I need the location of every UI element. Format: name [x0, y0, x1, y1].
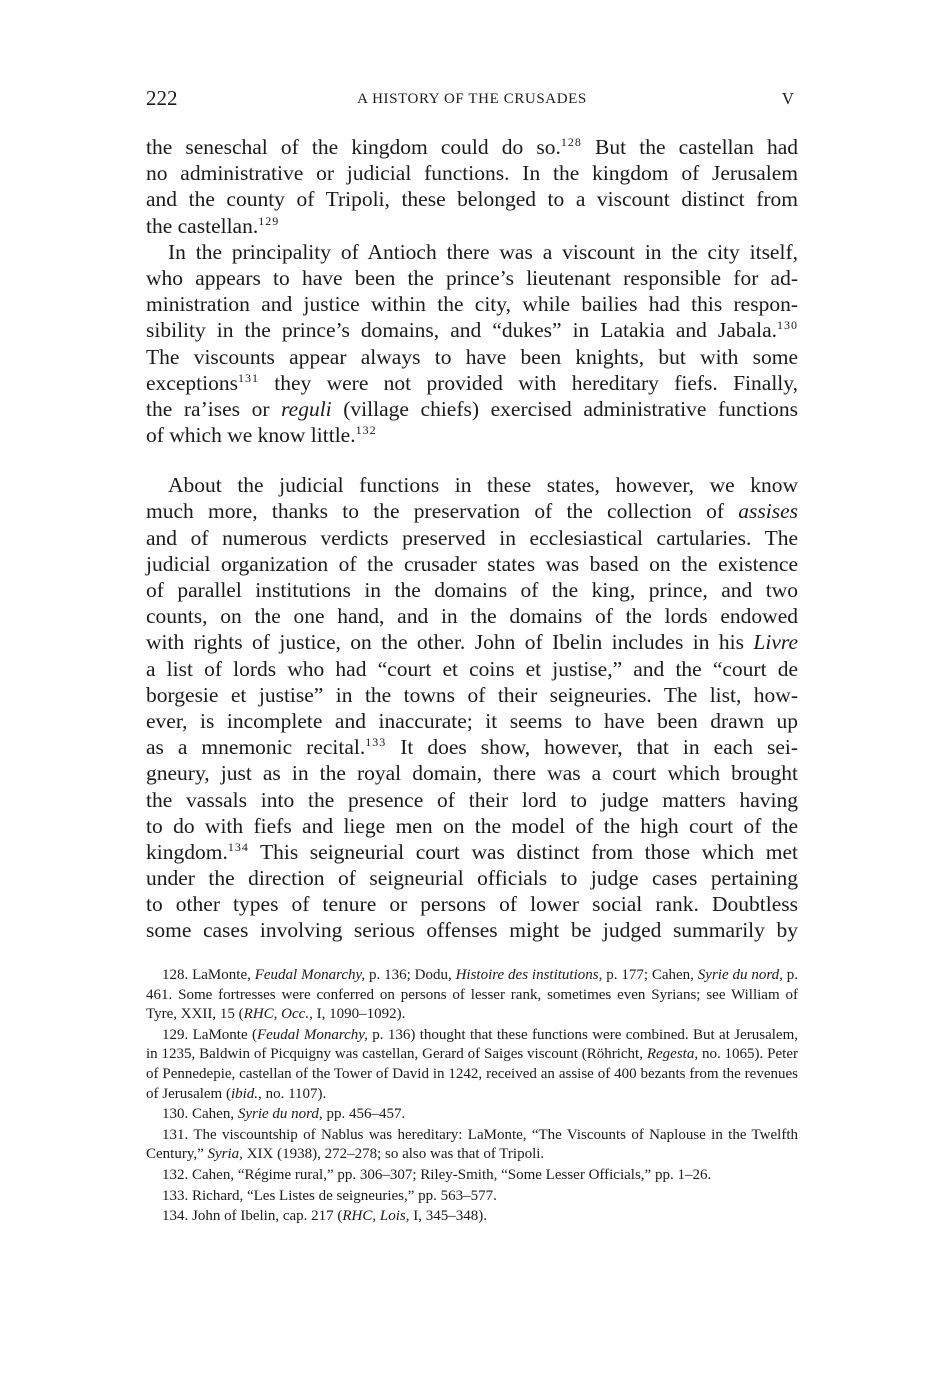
text-line — [146, 813, 798, 839]
text-run: (village chiefs) exercised administrative functions — [331, 396, 798, 421]
text-run: pp. 456–457. — [322, 1106, 406, 1123]
text-run: no. 1107). — [261, 1085, 327, 1102]
text-line — [146, 734, 798, 760]
text-run: In the principality of Antioch there was a viscount in the city itself, — [168, 239, 798, 264]
text-run: the ra’ises or — [146, 396, 282, 421]
italic-text: Feudal Monarchy, — [254, 967, 366, 983]
text-run: they were not provided with hereditary fiefs. Finally, — [258, 370, 798, 395]
italic-text: Livre — [753, 630, 798, 655]
italic-text: Syrie du nord, — [697, 967, 783, 983]
text-run: 128. LaMonte, — [162, 967, 255, 983]
text-line — [146, 370, 798, 396]
body-text — [146, 134, 798, 944]
text-run: 130. Cahen, — [162, 1106, 238, 1123]
text-line — [146, 422, 798, 448]
text-run: judicial organization of the crusader states was based on the existence — [146, 551, 798, 576]
text-run: The viscounts appear always to have been knights, but with some — [146, 344, 798, 369]
text-line — [146, 344, 798, 370]
page-number: 222 — [146, 86, 178, 110]
italic-text: ibid., — [230, 1085, 262, 1102]
text-run: much more, thanks to the preservation of the collection of — [146, 499, 739, 524]
text-run: as a mnemonic recital. — [146, 735, 366, 760]
text-run: no administrative or judicial functions. In the kingdom of Jerusalem — [146, 161, 798, 186]
text-run: and of numerous verdicts preserved in ecclesiastical cartularies. The — [146, 525, 798, 550]
text-run: I, 345–348). — [409, 1208, 487, 1225]
text-line — [146, 682, 798, 708]
text-run: gneury, just as in the royal domain, there was a court which brought — [146, 761, 798, 786]
text-run: p. 177; Cahen, — [602, 967, 698, 983]
text-run: It does show, however, that in each sei- — [386, 735, 798, 760]
running-head — [146, 86, 798, 116]
footnote-ref: 130 — [777, 318, 798, 333]
text-run: p. 461. Some fortresses were conferred on persons of lesser rank, sometimes even Syrians; see William of Tyre, XXII, 15 ( — [146, 967, 799, 1023]
text-run: 131. The viscountship of Nablus was hereditary: LaMonte, “The Viscounts of Naplouse in the Twelfth Century,” — [146, 1126, 798, 1163]
text-line — [146, 134, 798, 160]
text-line — [146, 603, 798, 629]
footnote — [146, 1126, 798, 1165]
italic-text: Syrie du nord, — [237, 1106, 323, 1123]
text-line — [146, 317, 798, 343]
text-run: XIX (1938), 272–278; so also was that of Tripoli. — [242, 1146, 545, 1163]
text-run: no. 1065). Peter of Pennedepie, castellan of the Tower of David in 1242, received an assise of 400 bezants from the revenues of Jerusalem ( — [146, 1046, 798, 1102]
text-line — [146, 629, 798, 655]
text-run: of parallel institutions in the domains of the king, prince, and two — [146, 578, 798, 602]
text-run: sibility in the prince’s domains, and “dukes” in Latakia and Jabala. — [146, 318, 777, 343]
text-run: a list of lords who had “court et coins et justise,” and the “court de — [146, 656, 798, 681]
footnote-ref: 133 — [365, 735, 387, 750]
text-line — [146, 656, 798, 682]
text-line — [146, 525, 798, 551]
text-run: with rights of justice, on the other. John of Ibelin includes in his — [146, 630, 754, 655]
text-line — [146, 865, 798, 891]
footnote-ref: 129 — [258, 213, 280, 228]
text-run: exceptions — [146, 370, 238, 395]
volume-number: V — [781, 89, 794, 108]
italic-text: Regesta, — [646, 1046, 699, 1063]
paragraph-gap — [146, 448, 798, 472]
text-run: under the direction of seigneurial officials to judge cases pertaining — [146, 866, 798, 891]
text-run: of which we know little. — [146, 423, 356, 448]
text-line — [146, 498, 798, 524]
footnote-indent — [146, 1208, 162, 1224]
text-line — [146, 396, 798, 422]
text-line — [146, 760, 798, 786]
text-run: and the county of Tripoli, these belonged to a viscount distinct from — [146, 187, 798, 212]
text-line — [146, 917, 798, 943]
footnotes — [146, 966, 798, 1228]
text-run: p. 136) thought that these functions were combined. But at Jerusalem, in 1235, Baldwin of Picquigny was castellan, Gerard of Saiges viscount (Röhricht, — [146, 1026, 798, 1063]
text-line — [146, 213, 798, 239]
text-run: the vassals into the presence of their lord to judge matters having — [146, 787, 798, 812]
text-line — [146, 186, 798, 212]
text-run: counts, on the one hand, and in the domains of the lords endowed — [146, 604, 798, 629]
text-run: the castellan. — [146, 213, 259, 238]
footnote-indent — [146, 967, 162, 983]
text-line — [146, 239, 798, 265]
text-line — [146, 160, 798, 186]
text-run: But the castellan had — [581, 135, 798, 159]
text-run: This seigneurial court was distinct from those which met — [248, 839, 798, 864]
text-run: to other types of tenure or persons of lower social rank. Doubtless — [146, 892, 798, 917]
text-run: ministration and justice within the city, while bailies had this respon- — [146, 292, 798, 317]
footnote-indent — [146, 1188, 162, 1204]
footnote-ref: 131 — [237, 370, 259, 385]
footnote — [146, 966, 798, 1025]
text-run: 133. Richard, “Les Listes de seigneuries,” pp. 563–577. — [162, 1187, 497, 1204]
footnote — [146, 1207, 798, 1227]
footnote-indent — [146, 1027, 162, 1043]
italic-text: Feudal Monarchy, — [256, 1026, 368, 1043]
text-run: ever, is incomplete and inaccurate; it seems to have been drawn up — [146, 708, 798, 733]
italic-text: Histoire des institutions, — [455, 967, 603, 983]
italic-text: Syria, — [207, 1146, 243, 1163]
text-line — [146, 787, 798, 813]
text-run: some cases involving serious offenses might be judged summarily by — [146, 918, 798, 943]
text-run: p. 136; Dodu, — [365, 967, 456, 983]
italic-text: RHC, Occ., — [243, 1006, 313, 1023]
text-run: 129. LaMonte ( — [162, 1026, 257, 1043]
footnote — [146, 1105, 798, 1125]
footnote — [146, 1187, 798, 1207]
text-run: 132. Cahen, “Régime rural,” pp. 306–307; Riley-Smith, “Some Lesser Officials,” pp. 1–26. — [162, 1166, 712, 1183]
footnote — [146, 1166, 798, 1186]
text-run: 134. John of Ibelin, cap. 217 ( — [162, 1208, 343, 1225]
footnote-indent — [146, 1127, 162, 1143]
text-line — [146, 265, 798, 291]
footnote-ref: 128 — [560, 135, 582, 149]
text-line — [146, 472, 798, 498]
italic-text: assises — [738, 499, 798, 524]
text-line — [146, 577, 798, 603]
text-line — [146, 551, 798, 577]
footnote-indent — [146, 1167, 162, 1183]
footnote-ref: 132 — [355, 423, 377, 438]
footnote-indent — [146, 1106, 162, 1122]
text-line — [146, 291, 798, 317]
text-run: to do with fiefs and liege men on the model of the high court of the — [146, 813, 798, 838]
footnote-ref: 134 — [227, 839, 249, 854]
text-run: who appears to have been the prince’s lieutenant responsible for ad- — [146, 265, 798, 290]
italic-text: RHC, Lois, — [342, 1208, 410, 1225]
text-run: kingdom. — [146, 839, 228, 864]
text-run: borgesie et justise” in the towns of their seigneuries. The list, how- — [146, 682, 798, 707]
text-line — [146, 839, 798, 865]
text-run: the seneschal of the kingdom could do so. — [146, 135, 561, 159]
text-run: I, 1090–1092). — [312, 1006, 406, 1023]
text-run: About the judicial functions in these states, however, we know — [168, 473, 798, 498]
text-line — [146, 891, 798, 917]
italic-text: reguli — [281, 396, 332, 421]
footnote — [146, 1026, 798, 1104]
text-line — [146, 708, 798, 734]
running-title: A HISTORY OF THE CRUSADES — [357, 91, 587, 107]
